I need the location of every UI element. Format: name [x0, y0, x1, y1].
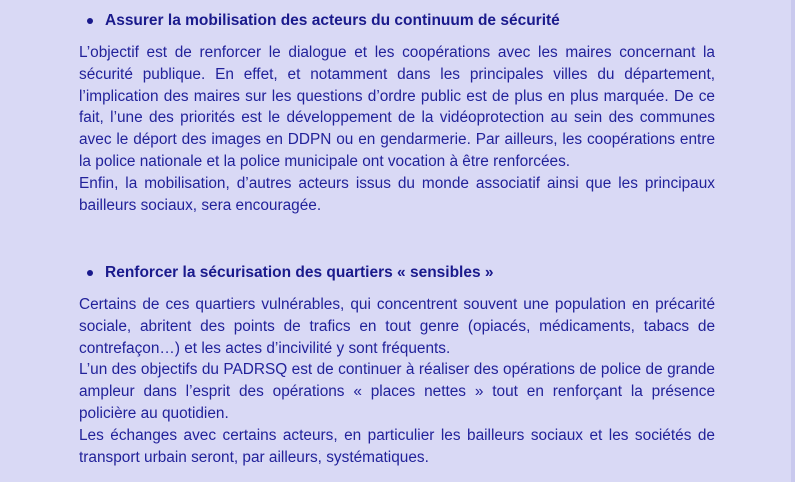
paragraph: Certains de ces quartiers vulnérables, qui concentrent souvent une population en précarité sociale, abritent des points de trafics en tout genre (opiacés, médicaments, tabacs de contrefaçon…) et les actes d’incivilité y sont fréquents.	[79, 296, 715, 357]
paragraph: Enfin, la mobilisation, d’autres acteurs issus du monde associatif ainsi que les principaux bailleurs sociaux, sera encouragée.	[79, 174, 715, 214]
section-mobilisation	[79, 10, 715, 216]
paragraph: Les échanges avec certains acteurs, en particulier les bailleurs sociaux et les sociétés de transport urbain seront, par ailleurs, systématiques.	[79, 426, 715, 466]
section-heading	[87, 10, 715, 32]
paragraph: L’un des objectifs du PADRSQ est de continuer à réaliser des opérations de police de grande ampleur dans l’esprit des opérations « places nettes » tout en renforçant la présence policière au quotidien.	[79, 361, 715, 422]
section-heading-text: Renforcer la sécurisation des quartiers « sensibles »	[105, 264, 494, 281]
paragraph: L’objectif est de renforcer le dialogue et les coopérations avec les maires concernant la sécurité publique. En effet, et notamment dans les principales villes du département, l’implication des maires sur les questions d’ordre public est de plus en plus marquée. De ce fait, l’une des priorités est le développement de la vidéoprotection au sein des communes avec le déport des images en DDPN ou en gendarmerie. Par ailleurs, les coopérations entre la police nationale et la police municipale ont vocation à être renforcées.	[79, 44, 715, 170]
section-heading	[87, 262, 715, 284]
page-edge	[791, 0, 795, 482]
bullet-icon	[87, 270, 93, 276]
section-body	[79, 42, 715, 216]
section-heading-text: Assurer la mobilisation des acteurs du continuum de sécurité	[105, 12, 560, 29]
section-securisation	[79, 262, 715, 468]
bullet-icon	[87, 18, 93, 24]
section-body	[79, 294, 715, 468]
